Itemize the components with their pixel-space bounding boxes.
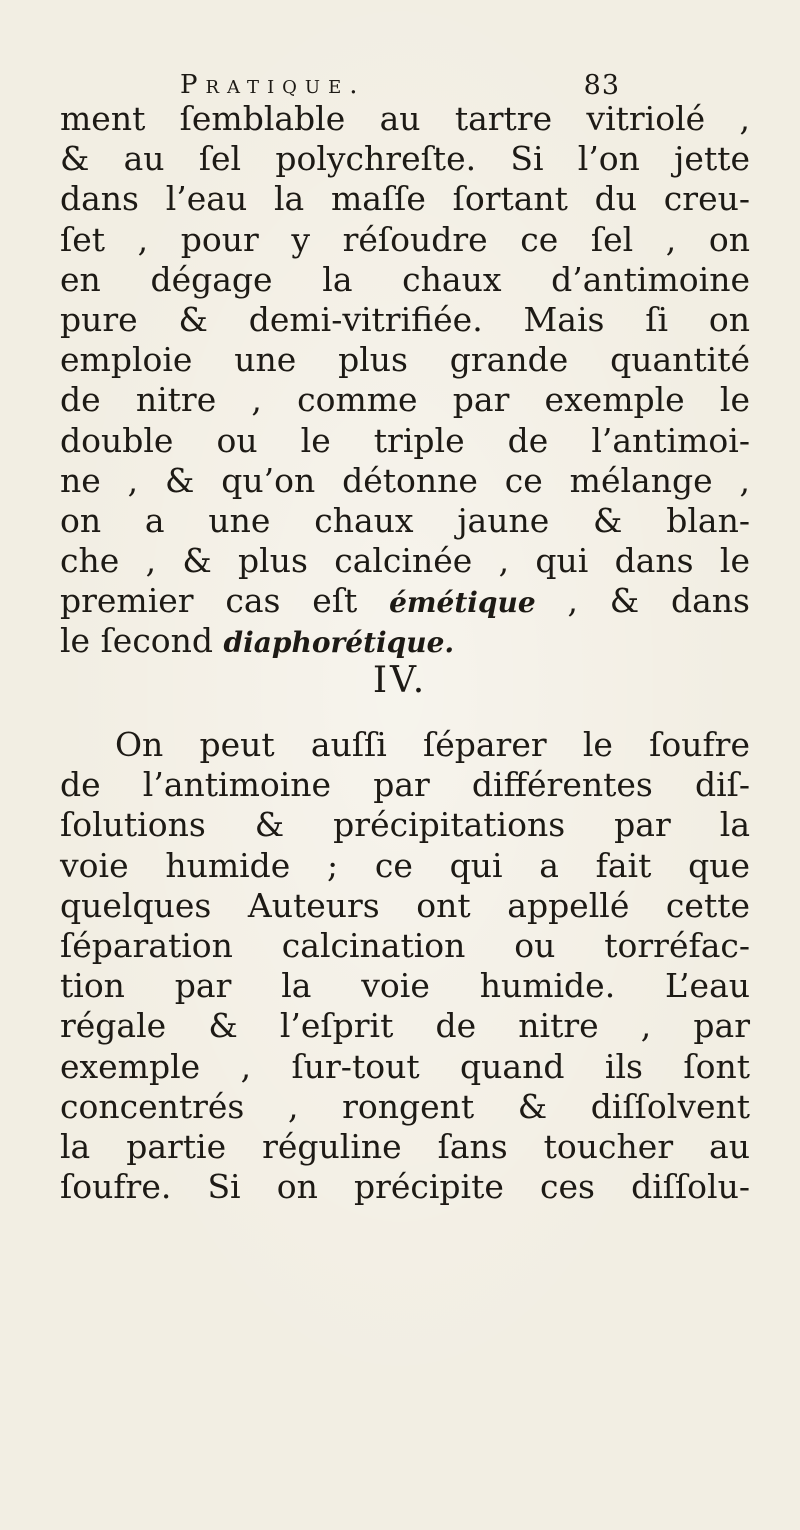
- text-line: ment ſemblable au tartre vitriolé ,: [60, 99, 750, 138]
- text-line: quelques Auteurs ont appellé cette: [60, 885, 750, 925]
- text-line: ne , & qu’on détonne ce mélange ,: [60, 460, 750, 500]
- text-line: la partie réguline ſans toucher au: [60, 1126, 750, 1166]
- text-line: & au ſel polychreſte. Si l’on jette: [60, 139, 750, 179]
- text-line: [60, 581, 750, 621]
- text-line: en dégage la chaux d’antimoine: [60, 259, 750, 299]
- text-line: voie humide ; ce qui a fait que: [60, 845, 750, 885]
- text-fragment: premier cas eſt: [60, 581, 358, 621]
- text-line: régale & l’eſprit de nitre , par: [60, 1006, 750, 1046]
- text-line: exemple , ſur-tout quand ils ſont: [60, 1046, 750, 1086]
- text-line: concentrés , rongent & diſſolvent: [60, 1086, 750, 1126]
- italic-term-diaphoretique: diaphorétique.: [223, 626, 455, 660]
- text-line: double ou le triple de l’antimoi-: [60, 420, 750, 460]
- text-line: pure & demi-vitrifiée. Mais ſi on: [60, 299, 750, 339]
- text-line: che , & plus calcinée , qui dans le: [60, 541, 750, 581]
- italic-term-emetique: émétique: [389, 586, 536, 620]
- paragraph-2: [60, 725, 750, 1207]
- text-line: on a une chaux jaune & blan-: [60, 500, 750, 540]
- text-line: ſéparation calcination ou torréfac-: [60, 925, 750, 965]
- text-line: [60, 621, 750, 661]
- paragraph-1: [60, 99, 750, 662]
- section-number: IV.: [372, 660, 428, 701]
- text-line: de nitre , comme par exemple le: [60, 380, 750, 420]
- page-number: 83: [583, 70, 620, 101]
- running-head: Pratique.: [180, 70, 366, 100]
- text-fragment: , & dans: [567, 581, 750, 621]
- text-line: ſet , pour y réſoudre ce ſel , on: [60, 219, 750, 259]
- text-line: ſoufre. Si on précipite ces diſſolu-: [60, 1167, 750, 1207]
- text-line: On peut auſſi ſéparer le ſoufre: [115, 725, 750, 764]
- text-line: ſolutions & précipitations par la: [60, 805, 750, 845]
- text-line: emploie une plus grande quantité: [60, 340, 750, 380]
- text-line: tion par la voie humide. L’eau: [60, 966, 750, 1006]
- text-fragment: le ſecond: [60, 621, 214, 661]
- text-line: dans l’eau la maſſe ſortant du creu-: [60, 179, 750, 219]
- text-line: de l’antimoine par différentes diſ-: [60, 765, 750, 805]
